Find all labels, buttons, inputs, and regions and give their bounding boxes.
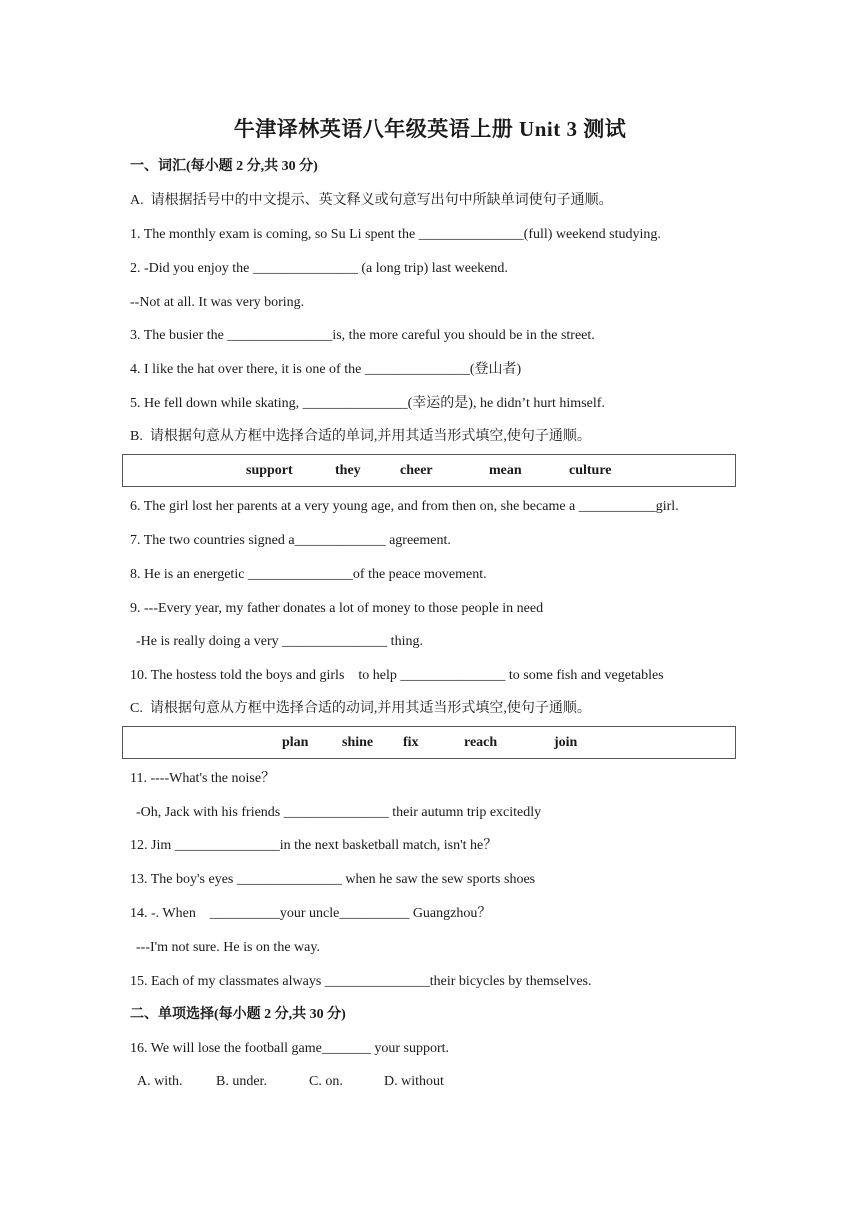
question-14-reply: ---I'm not sure. He is on the way. <box>136 940 320 955</box>
question-10: 10. The hostess told the boys and girls to help _______________ to some fish and vegetables <box>130 668 664 683</box>
part-c-instruction: C. 请根据句意从方框中选择合适的动词,并用其适当形式填空,使句子通顺。 <box>130 701 591 716</box>
question-13: 13. The boy's eyes _______________ when he saw the sew sports shoes <box>130 872 536 887</box>
word-box-item: cheer <box>400 463 433 478</box>
question-15: 15. Each of my classmates always _______________their bicycles by themselves. <box>130 974 592 989</box>
question-3: 3. The busier the _______________is, the more careful you should be in the street. <box>130 328 595 343</box>
question-4: 4. I like the hat over there, it is one of the _______________(登山者) <box>130 362 522 377</box>
question-5: 5. He fell down while skating, _______________(幸运的是), he didn’t hurt himself. <box>130 396 605 411</box>
answer-option: A. with. <box>137 1074 183 1089</box>
question-11-reply: -Oh, Jack with his friends _______________ their autumn trip excitedly <box>136 805 542 820</box>
word-box-item: reach <box>464 735 498 750</box>
question-12: 12. Jim _______________in the next basketball match, isn't he？ <box>130 838 498 853</box>
word-box-item: join <box>554 735 578 750</box>
word-box-item: fix <box>403 735 419 750</box>
part-a-instruction: A. 请根据括号中的中文提示、英文释义或句意写出句中所缺单词使句子通顺。 <box>130 193 613 208</box>
word-box-item: support <box>246 463 293 478</box>
word-box-c <box>122 726 736 759</box>
answer-option: D. without <box>384 1074 444 1089</box>
answer-option: C. on. <box>309 1074 343 1089</box>
question-7: 7. The two countries signed a_____________ agreement. <box>130 533 451 548</box>
answer-option: B. under. <box>216 1074 267 1089</box>
question-11: 11. ----What's the noise？ <box>130 771 276 786</box>
word-box-b <box>122 454 736 487</box>
question-2-reply: --Not at all. It was very boring. <box>130 295 305 310</box>
question-8: 8. He is an energetic _______________of the peace movement. <box>130 567 487 582</box>
question-2: 2. -Did you enjoy the _______________ (a long trip) last weekend. <box>130 261 508 276</box>
question-1: 1. The monthly exam is coming, so Su Li spent the _______________(full) weekend studying. <box>130 227 661 242</box>
word-box-item: mean <box>489 463 522 478</box>
word-box-item: plan <box>282 735 309 750</box>
question-6: 6. The girl lost her parents at a very young age, and from then on, she became a ___________girl. <box>130 499 679 514</box>
part-b-instruction: B. 请根据句意从方框中选择合适的单词,并用其适当形式填空,使句子通顺。 <box>130 429 591 444</box>
question-9: 9. ---Every year, my father donates a lot of money to those people in need <box>130 601 544 616</box>
word-box-item: culture <box>569 463 612 478</box>
question-9-reply: -He is really doing a very _______________ thing. <box>136 634 423 649</box>
section-heading-multiple-choice: 二、单项选择(每小题 2 分,共 30 分) <box>130 1007 346 1022</box>
question-16: 16. We will lose the football game_______ your support. <box>130 1041 450 1056</box>
page-title: 牛津译林英语八年级英语上册 Unit 3 测试 <box>233 117 627 141</box>
question-14: 14. -. When __________your uncle__________ Guangzhou？ <box>130 906 492 921</box>
word-box-item: shine <box>342 735 374 750</box>
section-heading-vocabulary: 一、词汇(每小题 2 分,共 30 分) <box>130 159 318 174</box>
word-box-item: they <box>335 463 361 478</box>
